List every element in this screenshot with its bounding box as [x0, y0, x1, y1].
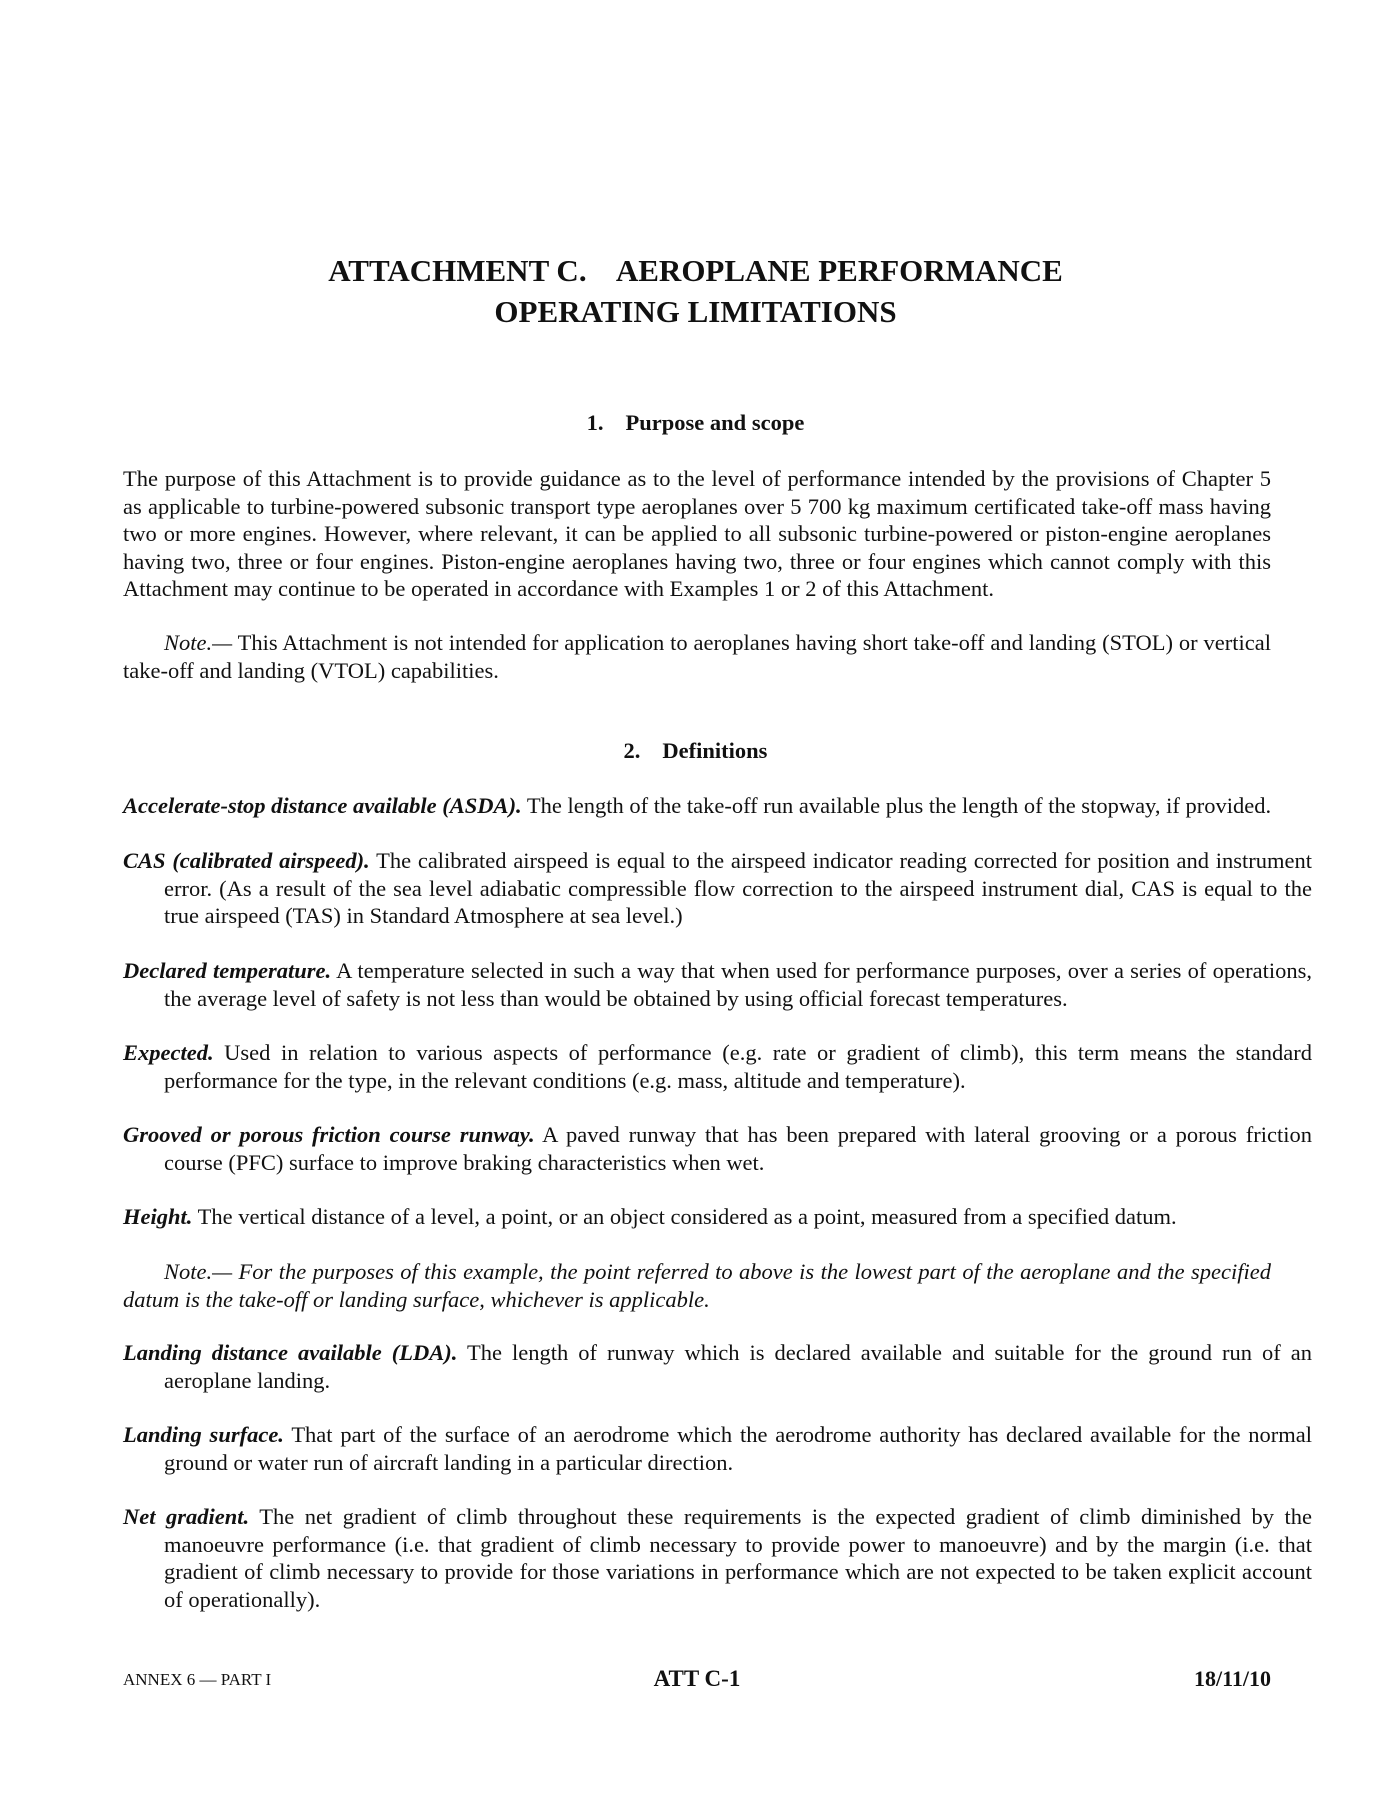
definition-term: Declared temperature.: [123, 958, 332, 983]
definition-declared-temperature: [123, 957, 1312, 1012]
note-text: This Attachment is not intended for application to aeroplanes having short take-off and landing (STOL) or vertical take-off and landing (VTOL) capabilities.: [123, 630, 1271, 683]
definition-term: Grooved or porous friction course runway.: [123, 1122, 535, 1147]
footer-date: 18/11/10: [1193, 1666, 1271, 1691]
height-note: Note.— For the purposes of this example, the point referred to above is the lowest part of the aeroplane and the specified datum is the take-off or landing surface, whichever is applicable.: [123, 1259, 1271, 1312]
section-number: 2.: [623, 738, 641, 763]
definition-lda: [123, 1339, 1312, 1394]
definition-text: The net gradient of climb throughout these requirements is the expected gradient of climb diminished by the manoeuvre performance (i.e. that gradient of climb necessary to provide power to manoeuvre) and by the margin (i.e. that gradient of climb necessary to provide for those variations in performance which are not expected to be taken explicit account of operationally).: [164, 1504, 1312, 1612]
definition-text: The length of runway which is declared available and suitable for the ground run of an aeroplane landing.: [164, 1340, 1312, 1393]
definition-term: Net gradient.: [123, 1504, 250, 1529]
definition-expected: [123, 1039, 1312, 1094]
section-2-heading: [0, 738, 1391, 764]
title-line-1: ATTACHMENT C. AEROPLANE PERFORMANCE: [328, 253, 1063, 288]
page-footer: [123, 1666, 1271, 1696]
section-1-heading: [0, 410, 1391, 436]
definition-landing-surface: [123, 1421, 1312, 1476]
definition-text: A paved runway that has been prepared with lateral grooving or a porous friction course (PFC) surface to improve braking characteristics when wet.: [164, 1122, 1312, 1175]
note-label: Note.—: [164, 630, 233, 655]
section-number: 1.: [586, 410, 604, 435]
footer-annex: ANNEX 6 — PART I: [123, 1670, 272, 1689]
definition-text: The length of the take-off run available plus the length of the stopway, if provided.: [521, 793, 1272, 818]
definition-text: The vertical distance of a level, a point, or an object considered as a point, measured from a specified datum.: [192, 1204, 1177, 1229]
section-title: Definitions: [662, 738, 768, 763]
definition-term: Landing surface.: [123, 1422, 284, 1447]
definition-term: CAS (calibrated airspeed).: [123, 848, 370, 873]
definition-net-gradient: [123, 1503, 1312, 1613]
definition-term: Landing distance available (LDA).: [123, 1340, 458, 1365]
purpose-note: [123, 629, 1271, 684]
definition-grooved-runway: [123, 1121, 1312, 1176]
definition-height: [123, 1203, 1312, 1231]
footer-page-number: ATT C-1: [653, 1666, 741, 1691]
purpose-paragraph: The purpose of this Attachment is to provide guidance as to the level of performance intended by the provisions of Chapter 5 as applicable to turbine-powered subsonic transport type aeroplanes over 5 700 kg maximum certificated take-off mass having two or more engines. However, where relevant, it can be applied to all subsonic turbine-powered or piston-engine aeroplanes having two, three or four engines. Piston-engine aeroplanes having two, three or four engines which cannot comply with this Attachment may continue to be operated in accordance with Examples 1 or 2 of this Attachment.: [123, 466, 1271, 602]
definition-text: Used in relation to various aspects of performance (e.g. rate or gradient of climb), this term means the standard performance for the type, in the relevant conditions (e.g. mass, altitude and temperature).: [164, 1040, 1312, 1093]
definition-cas: [123, 847, 1312, 930]
definition-text: That part of the surface of an aerodrome which the aerodrome authority has declared available for the normal ground or water run of aircraft landing in a particular direction.: [164, 1422, 1313, 1475]
definition-term: Expected.: [123, 1040, 214, 1065]
definition-text: A temperature selected in such a way that when used for performance purposes, over a series of operations, the average level of safety is not less than would be obtained by using official forecast temperatures.: [164, 958, 1312, 1011]
definition-asda: [123, 792, 1312, 820]
section-title: Purpose and scope: [625, 410, 805, 435]
definition-term: Accelerate-stop distance available (ASDA).: [123, 793, 522, 818]
definition-text: The calibrated airspeed is equal to the airspeed indicator reading corrected for position and instrument error. (As a result of the sea level adiabatic compressible flow correction to the airspeed instrument dial, CAS is equal to the true airspeed (TAS) in Standard Atmosphere at sea level.): [164, 848, 1313, 929]
page-title: [0, 250, 1391, 332]
title-line-2: OPERATING LIMITATIONS: [494, 294, 897, 329]
definition-term: Height.: [123, 1204, 193, 1229]
